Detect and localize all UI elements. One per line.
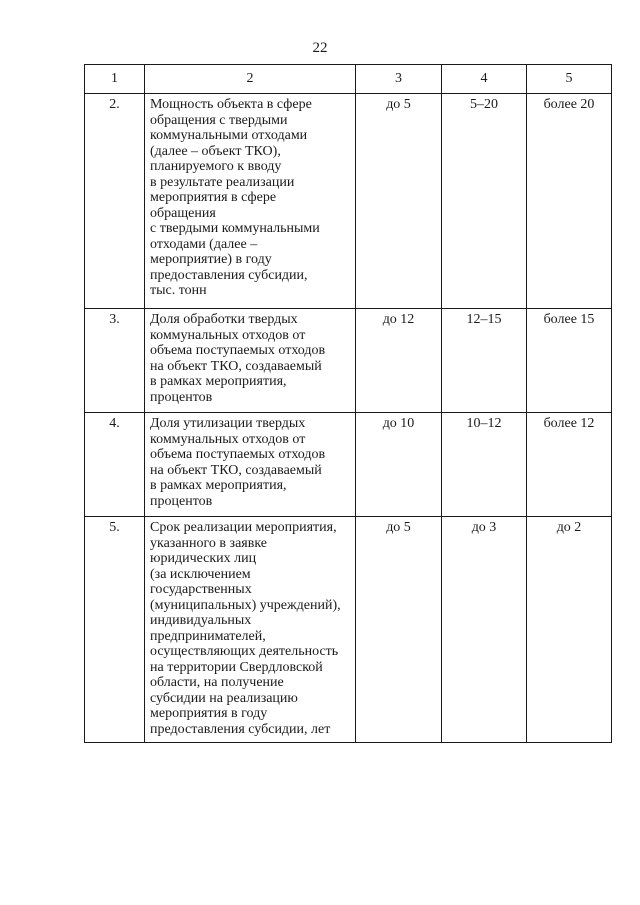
row-description: Доля обработки твердых коммунальных отходов от объема поступаемых отходов на объект ТКО, создаваемый в рамках мероприятия, процентов [145,309,356,413]
row-value-col3: до 5 [356,94,442,309]
row-value-col3: до 12 [356,309,442,413]
table-header-cell: 1 [85,65,145,94]
row-value-col4: 5–20 [442,94,527,309]
criteria-table [84,64,612,743]
row-value-col3: до 10 [356,413,442,517]
table-header-cell: 5 [527,65,612,94]
table-row [85,517,612,743]
row-value-col4: 12–15 [442,309,527,413]
row-value-col5: более 20 [527,94,612,309]
row-value-col3: до 5 [356,517,442,743]
row-number: 3. [85,309,145,413]
table-header-cell: 3 [356,65,442,94]
table-row [85,309,612,413]
page-number: 22 [312,40,328,56]
row-description: Мощность объекта в сфере обращения с твердыми коммунальными отходами (далее – объект ТКО), планируемого к вводу в результате реализации мероприятия в сфере обращения с твердыми коммунальными отходами (далее – мероприятие) в году предоставления субсидии, тыс. тонн [145,94,356,309]
row-description: Доля утилизации твердых коммунальных отходов от объема поступаемых отходов на объект ТКО, создаваемый в рамках мероприятия, процентов [145,413,356,517]
row-number: 5. [85,517,145,743]
table-row [85,413,612,517]
row-value-col5: более 12 [527,413,612,517]
table-row [85,94,612,309]
table-header-cell: 2 [145,65,356,94]
row-value-col5: до 2 [527,517,612,743]
row-number: 2. [85,94,145,309]
row-description: Срок реализации мероприятия, указанного в заявке юридических лиц (за исключением государственных (муниципальных) учреждений), индивидуальных предпринимателей, осуществляющих деятельность на территории Свердловской области, на получение субсидии на реализацию мероприятия в году предоставления субсидии, лет [145,517,356,743]
row-value-col5: более 15 [527,309,612,413]
table-header-row [85,65,612,94]
row-value-col4: 10–12 [442,413,527,517]
row-value-col4: до 3 [442,517,527,743]
row-number: 4. [85,413,145,517]
table-header-cell: 4 [442,65,527,94]
